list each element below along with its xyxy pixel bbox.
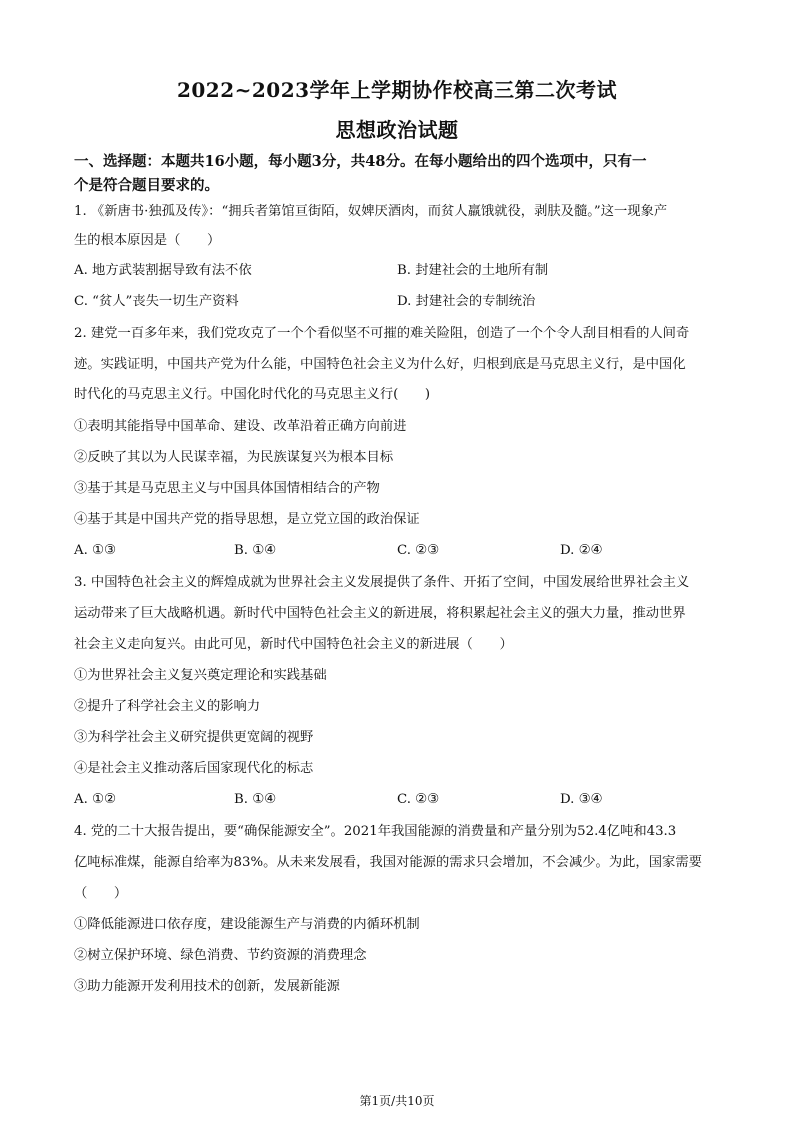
q1-option-a: A. 地方武装割据导致有法不依 (74, 263, 252, 278)
exam-subject-title: 思想政治试题 (335, 118, 459, 142)
q2-statement-4: ④基于其是中国共产党的指导思想，是立党立国的政治保证 (74, 512, 420, 527)
q3-option-a: A. ①② (74, 792, 116, 807)
q2-option-a: A. ①③ (74, 543, 116, 558)
q4-statement-3: ③助力能源开发利用技术的创新，发展新能源 (74, 979, 340, 994)
q2-option-b: B. ①④ (234, 543, 277, 558)
q3-statement-3: ③为科学社会主义研究提供更宽阔的视野 (74, 730, 314, 745)
q2-stem-line3: 时代化的马克思主义行。中国化时代化的马克思主义行( ) (74, 387, 431, 402)
q3-statement-4: ④是社会主义推动落后国家现代化的标志 (74, 761, 314, 776)
q4-statement-1: ①降低能源进口依存度，建设能源生产与消费的内循环机制 (74, 917, 420, 932)
q1-stem-line1: 1. 《新唐书·独孤及传》：“拥兵者第馆亘街陌，奴婢厌酒肉，而贫人羸饿就役，剥肤及髓。”这一现象产 (74, 204, 668, 219)
q3-stem-line2: 运动带来了巨大战略机遇。新时代中国特色社会主义的新进展，将积累起社会主义的强大力量，推动世界 (74, 606, 686, 621)
q2-statement-1: ①表明其能指导中国革命、建设、改革沿着正确方向前进 (74, 419, 407, 434)
q2-option-d: D. ②④ (560, 543, 603, 558)
q3-option-d: D. ③④ (560, 792, 603, 807)
q4-statement-2: ②树立保护环境、绿色消费、节约资源的消费理念 (74, 948, 367, 963)
q4-stem-line1: 4. 党的二十大报告提出，要“确保能源安全”。2021年我国能源的消费量和产量分别为52.4亿吨和43.3 (74, 824, 677, 839)
page-number: 第1页/共10页 (359, 1094, 435, 1108)
q4-stem-line2: 亿吨标准煤，能源自给率为83%。从未来发展看，我国对能源的需求只会增加，不会减少。为此，国家需要 (74, 855, 702, 870)
q3-statement-2: ②提升了科学社会主义的影响力 (74, 699, 261, 714)
section-heading-line1: 一、选择题：本题共16小题，每小题3分，共48分。在每小题给出的四个选项中，只有一 (74, 153, 647, 170)
q3-option-b: B. ①④ (234, 792, 277, 807)
q1-stem-line2: 生的根本原因是（ ） (74, 233, 221, 248)
q1-option-c: C. “贫人”丧失一切生产资料 (74, 294, 239, 309)
exam-title: 2022~2023学年上学期协作校高三第二次考试 (176, 78, 618, 102)
q1-option-d: D. 封建社会的专制统治 (397, 294, 536, 309)
q3-stem-line3: 社会主义走向复兴。由此可见，新时代中国特色社会主义的新进展（ ） (74, 637, 513, 652)
q3-statement-1: ①为世界社会主义复兴奠定理论和实践基础 (74, 668, 327, 683)
q2-statement-2: ②反映了其以为人民谋幸福，为民族谋复兴为根本目标 (74, 450, 394, 465)
q1-option-b: B. 封建社会的土地所有制 (397, 263, 549, 278)
q4-stem-line3: （ ） (74, 886, 128, 901)
q2-stem-line2: 迹。实践证明，中国共产党为什么能，中国特色社会主义为什么好，归根到底是马克思主义行，是中国化 (74, 357, 686, 372)
q3-option-c: C. ②③ (397, 792, 439, 807)
q2-option-c: C. ②③ (397, 543, 439, 558)
q2-stem-line1: 2. 建党一百多年来，我们党攻克了一个个看似坚不可摧的难关险阻，创造了一个个令人刮目相看的人间奇 (74, 326, 690, 341)
section-heading-line2: 个是符合题目要求的。 (74, 177, 219, 194)
q2-statement-3: ③基于其是马克思主义与中国具体国情相结合的产物 (74, 481, 380, 496)
q3-stem-line1: 3. 中国特色社会主义的辉煌成就为世界社会主义发展提供了条件、开拓了空间，中国发展给世界社会主义 (74, 575, 690, 590)
